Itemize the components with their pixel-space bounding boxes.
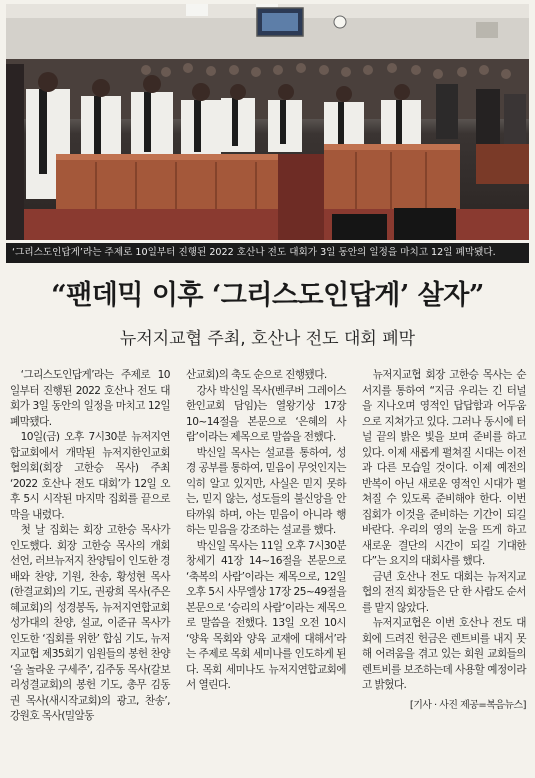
paragraph: 뉴저지교협은 이번 호산나 전도 대회에 드려진 헌금은 렌트비를 내지 못해 어려움을 겪고 있는 회원 교회들의 렌트비를 보조하는데 사용할 예정이라고 밝혔다. <box>362 617 526 691</box>
church-choir-photo <box>6 4 529 240</box>
paragraph: 박신일 목사는 설교를 통하여, 성경 공부를 통하여, 믿음이 무엇인지는 익히 알고 있지만, 사실은 믿지 못하는, 믿지 않는, 성도들의 불신앙을 안타까워 하며, 아는 믿음이 아니라 행하는 믿음을 강조하는 설교를 했다. <box>186 446 346 536</box>
article-column-2 <box>186 368 346 694</box>
paragraph: ‘그리스도인답게’라는 주제로 10일부터 진행된 2022 호산나 전도 대회가 3일 동안의 일정을 마치고 12일 폐막됐다. <box>10 369 170 428</box>
paragraph: 뉴저지교협 회장 고한승 목사는 순서지를 통하여 “지금 우리는 긴 터널을 지나오며 영적인 답답함과 어두움으로 지쳐가고 있다. 그러나 동시에 터널 끝의 밝은 빛을 보며 준비를 하고 있다. 이제 새롭게 펼쳐질 시대는 이전과 다른 모습일 것이다. 이제 예전의 반복이 아닌 새로운 영적인 시대가 펼쳐질 수 있도록 준비해야 한다. 이번 집회가 이것을 준비하는 기간이 되길 바란다. 우리의 영의 눈을 뜨게 하고 새로운 결단의 시간이 되길 기대한다”는 요지의 대회사를 했다. <box>362 369 526 567</box>
paragraph: 첫 날 집회는 회장 고한승 목사가 인도했다. 회장 고한승 목사의 개회 선언, 러브뉴저지 찬양팀이 인도한 경배와 찬양, 기원, 찬송, 황성현 목사(한결교회)의 기도, 권광희 목사(주은혜교회)의 성경봉독, 뉴저지연합교회 성가대의 찬양, 설교, 이준규 목사가 인도한 ‘집회를 위한’ 합심 기도, 뉴저지교협 제35회기 임원들의 봉헌 찬양 ‘올 놀라운 구세주’, 김주동 목사(갈보리성결교회)의 봉헌 기도, 총무 김동권 목사(새시작교회)의 광고, 찬송’, 강원호 목사(밀알동 <box>10 524 170 722</box>
photo-credit: [기사 · 사진 제공=복음뉴스] <box>409 699 526 711</box>
paragraph: 산교회)의 축도 순으로 진행됐다. <box>186 369 327 381</box>
paragraph: 금년 호산나 전도 대회는 뉴저지교협의 전직 회장들은 단 한 사람도 순서를 맡지 않았다. <box>362 570 526 614</box>
subheadline: 뉴저지교협 주최, 호산나 전도 대회 폐막 <box>119 329 416 349</box>
article-body <box>6 368 529 773</box>
photo-illustration <box>6 4 529 240</box>
paragraph: 10일(금) 오후 7시30분 뉴저지연합교회에서 개막된 뉴저지한인교회협의회(회장 고한승 목사) 주최 ‘2022 호산나 전도 대회’가 12일 오후 5시 시작된 마지막 집회를 끝으로 막을 내렸다. <box>10 431 170 521</box>
paragraph: 강사 박신일 목사(벤쿠버 그레이스한인교회 담임)는 열왕기상 17장 10~14절을 본문으로 ‘은혜의 사람’이라는 제목으로 말씀을 전했다. <box>186 384 346 443</box>
paragraph: 박신일 목사는 11일 오후 7시30분 창세기 41장 14~16절을 본문으로 ‘축복의 사람’이라는 제목으로, 12일 오후 5시 사무엘상 17장 25~49절을 본문으로 ‘승리의 사람’이라는 제목으로 말씀을 전했다. 13일 오전 10시 ‘양육 목회와 양육 교재에 대해서’라는 주제로 목회 세미나를 인도하게 된다. 목회 세미나도 뉴저지연합교회에서 열린다. <box>186 539 346 691</box>
article-column-3 <box>362 368 526 713</box>
headline: “팬데믹 이후 ‘그리스도인답게’ 살자” <box>51 280 484 311</box>
photo-caption: ‘그리스도인답게’라는 주제로 10일부터 진행된 2022 호산나 전도 대회가 3일 동안의 일정을 마치고 12일 폐막됐다. <box>6 243 529 263</box>
article-column-1 <box>10 368 170 725</box>
